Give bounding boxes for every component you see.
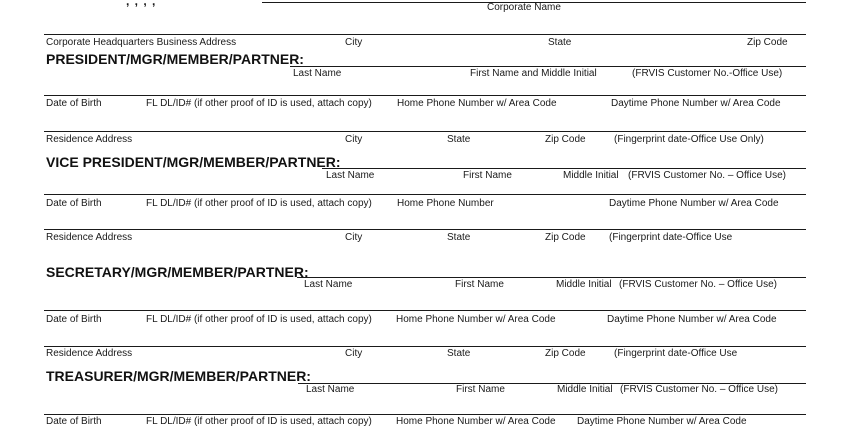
treasurer-first-name-label: First Name [456,384,505,395]
treasurer-id-field[interactable] [44,398,806,414]
president-residence-label: Residence Address [46,134,133,145]
secretary-heading: SECRETARY/MGR/MEMBER/PARTNER: [46,264,309,280]
secretary-first-name-label: First Name [455,279,504,290]
vice-president-state-label: State [447,232,471,243]
vice-president-customer-no-label: (FRVIS Customer No. – Office Use) [628,170,787,181]
president-address-field[interactable] [44,115,806,131]
vice-president-residence-label: Residence Address [46,232,133,243]
treasurer-id-line [44,414,806,415]
secretary-day-phone-label: Daytime Phone Number w/ Area Code [607,314,777,325]
vice-president-last-name-label: Last Name [326,170,375,181]
president-city-label: City [345,134,363,145]
vice-president-id-line [44,194,806,195]
president-dob-label: Date of Birth [46,98,102,109]
treasurer-home-phone-label: Home Phone Number w/ Area Code [396,416,556,427]
secretary-city-label: City [345,348,363,359]
secretary-name-field[interactable] [297,261,806,277]
vice-president-middle-initial-label: Middle Initial [563,170,619,181]
secretary-address-line [44,346,806,347]
secretary-id-line [44,310,806,311]
hq-address-label: Corporate Headquarters Business Address [46,37,237,48]
treasurer-name-field[interactable] [298,367,806,383]
vice-president-id-field[interactable] [44,178,806,194]
vice-president-dob-label: Date of Birth [46,198,102,209]
treasurer-last-name-label: Last Name [306,384,355,395]
secretary-zip-label: Zip Code [545,348,586,359]
corporate-name-label: Corporate Name [487,2,561,13]
hq-zip-label: Zip Code [747,37,788,48]
president-address-line [44,131,806,132]
vice-president-home-phone-label: Home Phone Number [397,198,494,209]
secretary-last-name-label: Last Name [304,279,353,290]
treasurer-middle-initial-label: Middle Initial [557,384,613,395]
vice-president-city-label: City [345,232,363,243]
vice-president-heading: VICE PRESIDENT/MGR/MEMBER/PARTNER: [46,154,341,170]
president-id-line [44,95,806,96]
vice-president-fingerprint-label: (Fingerprint date-Office Use [609,232,733,243]
president-customer-no-label: (FRVIS Customer No.-Office Use) [632,68,783,79]
president-heading: PRESIDENT/MGR/MEMBER/PARTNER: [46,51,304,67]
president-zip-label: Zip Code [545,134,586,145]
secretary-residence-label: Residence Address [46,348,133,359]
vice-president-dl-label: FL DL/ID# (if other proof of ID is used, attach copy) [146,198,372,209]
president-name-line [290,66,806,67]
treasurer-heading: TREASURER/MGR/MEMBER/PARTNER: [46,368,311,384]
vice-president-name-field[interactable] [322,152,806,168]
president-dl-label: FL DL/ID# (if other proof of ID is used, attach copy) [146,98,372,109]
president-fingerprint-label: (Fingerprint date-Office Use Only) [614,134,764,145]
secretary-customer-no-label: (FRVIS Customer No. – Office Use) [619,279,778,290]
secretary-state-label: State [447,348,471,359]
president-day-phone-label: Daytime Phone Number w/ Area Code [611,98,781,109]
president-id-field[interactable] [44,79,806,95]
president-last-name-label: Last Name [293,68,342,79]
vice-president-address-field[interactable] [44,213,806,229]
clipped-heading-fragment: , , , , [126,0,157,8]
secretary-fingerprint-label: (Fingerprint date-Office Use [614,348,738,359]
treasurer-dl-label: FL DL/ID# (if other proof of ID is used, attach copy) [146,416,372,427]
secretary-id-field[interactable] [44,294,806,310]
president-first-name-label: First Name and Middle Initial [470,68,597,79]
president-home-phone-label: Home Phone Number w/ Area Code [397,98,557,109]
hq-address-field[interactable] [44,18,806,34]
vice-president-day-phone-label: Daytime Phone Number w/ Area Code [609,198,779,209]
vice-president-name-line [322,168,806,169]
secretary-name-line [297,277,806,278]
treasurer-dob-label: Date of Birth [46,416,102,427]
secretary-home-phone-label: Home Phone Number w/ Area Code [396,314,556,325]
secretary-middle-initial-label: Middle Initial [556,279,612,290]
secretary-dob-label: Date of Birth [46,314,102,325]
secretary-address-field[interactable] [44,330,806,346]
hq-state-label: State [548,37,572,48]
vice-president-address-line [44,229,806,230]
secretary-dl-label: FL DL/ID# (if other proof of ID is used, attach copy) [146,314,372,325]
hq-city-label: City [345,37,363,48]
treasurer-customer-no-label: (FRVIS Customer No. – Office Use) [620,384,779,395]
president-state-label: State [447,134,471,145]
vice-president-zip-label: Zip Code [545,232,586,243]
hq-address-line [44,34,806,35]
vice-president-first-name-label: First Name [463,170,512,181]
president-name-field[interactable] [290,50,806,66]
treasurer-day-phone-label: Daytime Phone Number w/ Area Code [577,416,747,427]
